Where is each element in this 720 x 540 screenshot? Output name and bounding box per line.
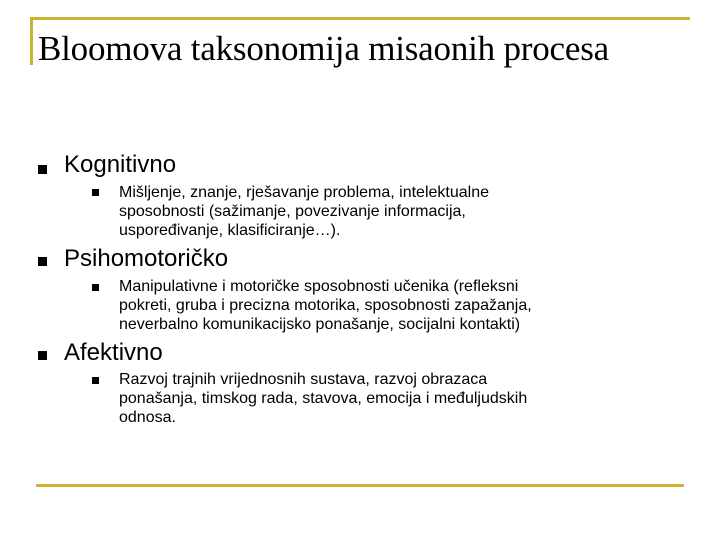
footer-rule: [36, 484, 684, 487]
detail-line: pokreti, gruba i precizna motorika, sposobnosti zapažanja,: [119, 297, 532, 314]
section-detail-psihomotoricko: [119, 277, 679, 334]
detail-line: neverbalno komunikacijsko ponašanje, socijalni kontakti): [119, 316, 521, 333]
bullet-square-icon: [38, 165, 47, 174]
title-frame-left-rule: [30, 17, 33, 65]
section-heading-afektivno: Afektivno: [64, 339, 163, 366]
section-heading-kognitivno: Kognitivno: [64, 151, 177, 178]
section-detail-kognitivno: [119, 183, 679, 240]
title-frame-top-rule: [30, 17, 690, 20]
bullet-square-icon: [38, 257, 47, 266]
section-detail-afektivno: [119, 370, 679, 427]
bullet-square-icon: [92, 189, 99, 196]
detail-line: odnosa.: [119, 409, 176, 426]
detail-line: Razvoj trajnih vrijednosnih sustava, razvoj obrazaca: [119, 371, 488, 388]
detail-line: uspoređivanje, klasificiranje…).: [119, 222, 341, 239]
bullet-square-icon: [38, 351, 47, 360]
detail-line: ponašanja, timskog rada, stavova, emocija i međuljudskih: [119, 390, 528, 407]
slide-title: Bloomova taksonomija misaonih procesa: [38, 29, 609, 68]
detail-line: Mišljenje, znanje, rješavanje problema, intelektualne: [119, 184, 489, 201]
section-heading-psihomotoricko: Psihomotoričko: [64, 245, 229, 272]
detail-line: sposobnosti (sažimanje, povezivanje informacija,: [119, 203, 466, 220]
bullet-square-icon: [92, 284, 99, 291]
detail-line: Manipulativne i motoričke sposobnosti učenika (refleksni: [119, 278, 519, 295]
bullet-square-icon: [92, 377, 99, 384]
